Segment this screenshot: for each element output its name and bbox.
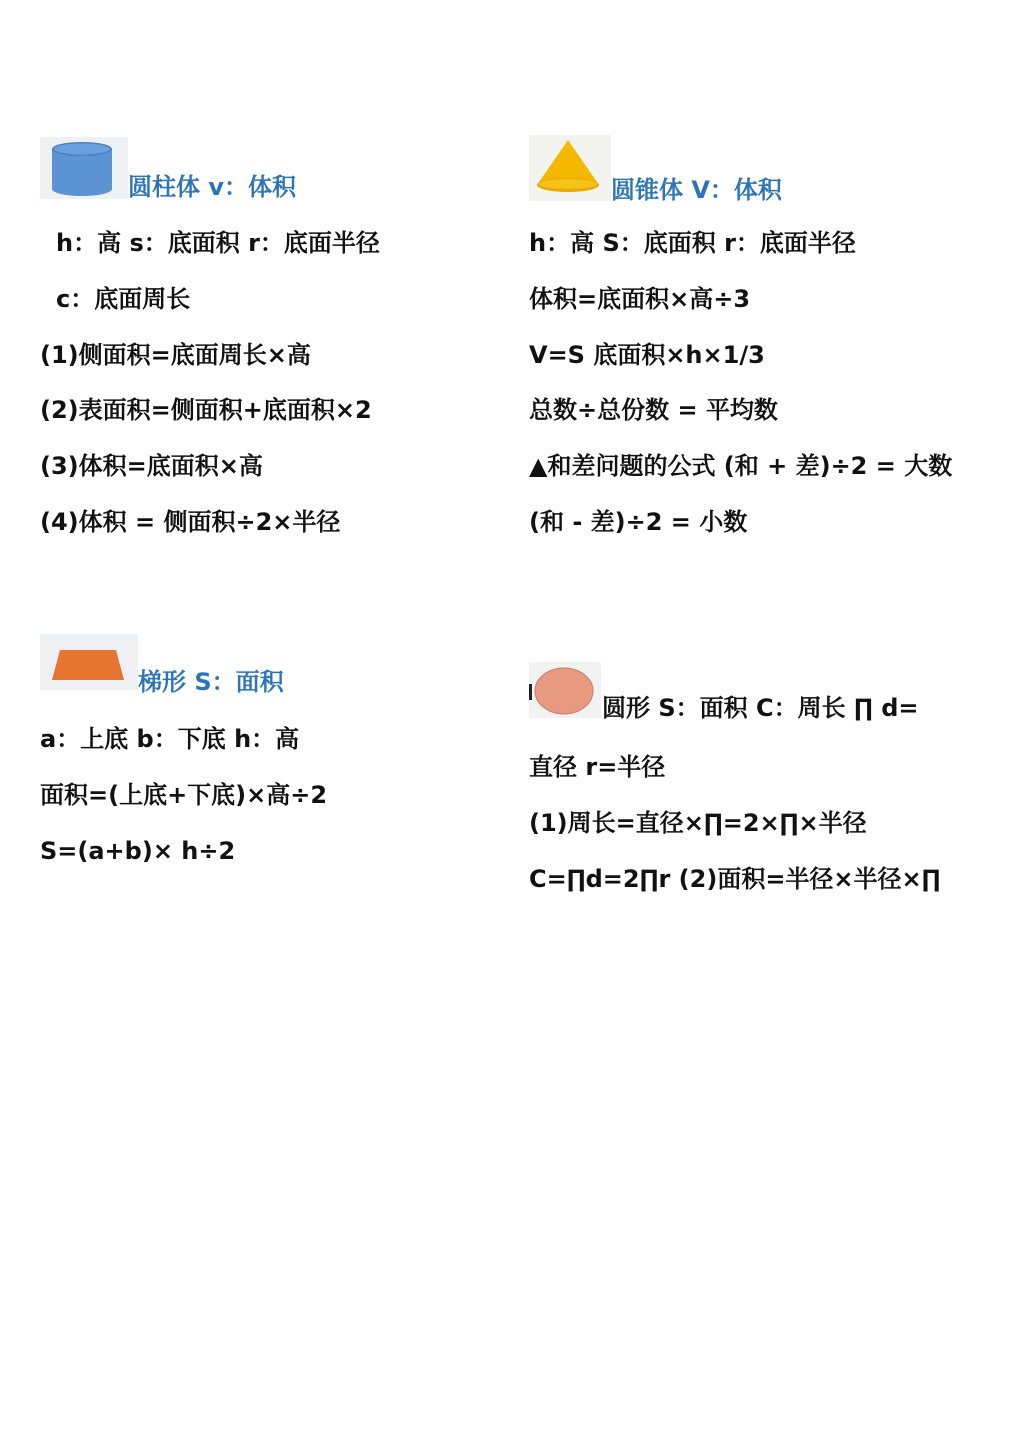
cylinder-line-6: (4)体积 = 侧面积÷2×半径 xyxy=(40,508,341,536)
cylinder-line-2: c：底面周长 xyxy=(56,285,191,313)
cone-line-3: V=S 底面积×h×1/3 xyxy=(529,341,765,369)
trapezoid-line-1: a：上底 b：下底 h：高 xyxy=(40,725,300,753)
circle-icon xyxy=(529,662,601,718)
cone-icon xyxy=(529,135,611,201)
trapezoid-line-3: S=(a+b)× h÷2 xyxy=(40,837,236,865)
cone-line-5: ▲和差问题的公式 (和 + 差)÷2 = 大数 xyxy=(529,452,953,480)
circle-title: 圆形 S：面积 C：周长 ∏ d= xyxy=(602,694,919,722)
cylinder-line-3: (1)侧面积=底面周长×高 xyxy=(40,341,311,369)
trapezoid-title: 梯形 S：面积 xyxy=(138,668,284,696)
cone-line-6: (和 - 差)÷2 = 小数 xyxy=(529,508,748,536)
cone-title: 圆锥体 V：体积 xyxy=(611,176,782,204)
cylinder-line-5: (3)体积=底面积×高 xyxy=(40,452,263,480)
circle-line-1: 直径 r=半径 xyxy=(529,753,666,781)
trapezoid-icon xyxy=(40,634,138,690)
cone-line-1: h：高 S：底面积 r：底面半径 xyxy=(529,229,856,257)
cone-line-2: 体积=底面积×高÷3 xyxy=(529,285,751,313)
circle-line-2: (1)周长=直径×∏=2×∏×半径 xyxy=(529,809,867,837)
cylinder-line-1: h：高 s：底面积 r：底面半径 xyxy=(56,229,380,257)
circle-line-3: C=∏d=2∏r (2)面积=半径×半径×∏ xyxy=(529,865,941,893)
trapezoid-line-2: 面积=(上底+下底)×高÷2 xyxy=(40,781,328,809)
cylinder-line-4: (2)表面积=侧面积+底面积×2 xyxy=(40,396,372,424)
cylinder-title: 圆柱体 v：体积 xyxy=(128,173,296,201)
cylinder-icon xyxy=(40,137,128,199)
cone-line-4: 总数÷总份数 = 平均数 xyxy=(529,396,778,424)
